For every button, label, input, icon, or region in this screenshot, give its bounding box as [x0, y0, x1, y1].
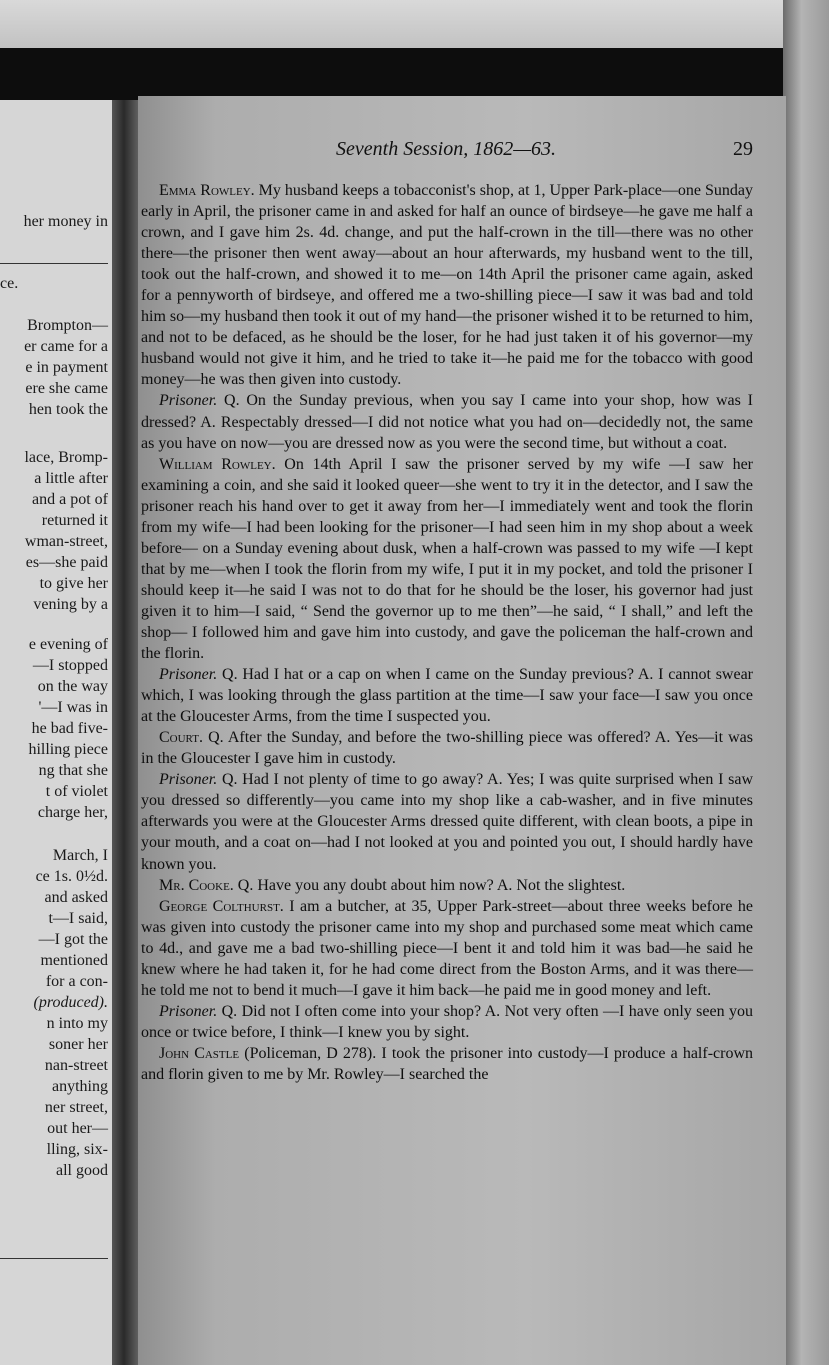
speaker-name: William Rowley.	[159, 455, 276, 473]
left-page-fragment: her money in	[23, 213, 108, 230]
testimony-text-span: Q. On the Sunday previous, when you say I came into your shop, how was I dressed? A. Respectably dressed—I did not notice what you had on—decidedly not, the same as you have on now—you are dressed now as you were the second time, but without a coat.	[141, 392, 754, 452]
testimony-text-span: I am a butcher, at 35, Upper Park-street—about three weeks before he was given into custody the prisoner came into my shop and purchased some meat which came to 4d., and gave me a bad two-shilling piece—I bent it and told him it was bad—he said he knew where he had taken it, for he had come direct from the Boston Arms, and it was there—he told me not to bend it much—I gave it him back—he paid me in good money and left.	[141, 897, 753, 999]
page-header	[138, 138, 753, 164]
left-page-fragment: Brompton—	[27, 317, 108, 334]
testimony-text-span: Q. Had I not plenty of time to go away? A. Yes; I was quite surprised when I saw you dressed so differently—you came into my shop like a cab-washer, and in five minutes afterwards you were at the Gloucester Arms dressed quite different, with clean boots, a pipe in your mouth, and a coat on—had I not looked at you and pointed you out, I should hardly have known you.	[141, 771, 754, 873]
left-page-fragment: mentioned	[40, 952, 108, 969]
testimony-paragraph	[141, 1043, 753, 1085]
left-page-fragment: charge her,	[37, 804, 108, 821]
left-page-fragment: hen took the	[28, 401, 108, 418]
testimony-paragraph	[141, 727, 753, 769]
left-page-fragment: e evening of	[28, 636, 108, 653]
testimony-paragraph	[141, 180, 753, 390]
binding-shadow	[0, 48, 829, 103]
left-page-fragment: lace, Bromp-	[24, 449, 108, 466]
left-page-fragment: t of violet	[45, 783, 108, 800]
left-page-fragment: '—I was in	[38, 699, 108, 716]
left-page-fragment: a little after	[34, 470, 108, 487]
left-page-fragment: all good	[56, 1162, 108, 1179]
testimony-text-span: (Policeman, D 278). I took the prisoner into custody—I produce a half-crown and florin given to me by Mr. Rowley—I searched the	[141, 1044, 754, 1083]
left-page-fragment: nan-street	[44, 1057, 108, 1074]
left-page-fragment: ce 1s. 0½d.	[35, 868, 108, 885]
testimony-paragraph	[141, 875, 753, 896]
left-page-fragment: —I stopped	[32, 657, 108, 674]
left-page-fragment: wman-street,	[24, 533, 108, 550]
left-page-fragment: lling, six-	[46, 1141, 108, 1158]
left-page-fragment: t—I said,	[48, 910, 108, 927]
left-page-fragment: e in payment	[25, 359, 108, 376]
left-page-fragment: ere she came	[25, 380, 108, 397]
testimony-paragraph	[141, 769, 753, 874]
speaker-name: Prisoner.	[159, 392, 218, 410]
left-page-fragment: ng that she	[38, 762, 108, 779]
speaker-name: George Colthurst.	[159, 897, 284, 915]
left-page-rule	[0, 1258, 108, 1259]
left-page-fragment: on the way	[37, 678, 108, 695]
left-page-fragment: anything	[52, 1078, 108, 1095]
speaker-name: Court.	[159, 729, 203, 747]
testimony-text-span: Q. Have you any doubt about him now? A. Not the slightest.	[237, 876, 626, 894]
testimony-text-span: On 14th April I saw the prisoner served by my wife —I saw her examining a coin, and she said it looked queer—she went to try it in the detector, and I saw the prisoner reach his hand over to get it away from her—I immediately went and took the florin from my wife—I had been looking for the prisoner—I had seen him in my shop about a week before— on a Sunday evening about dusk, when a half-crown was passed to my wife —I kept that by me—when I took the florin from my wife, I put it in my pocket, and told the prisoner I should keep it—he said I was not to do that for he should be the loser, his governor had just given it to him—I said, “ Send the governor up to me then”—he said, “ I shall,” and left the shop— I followed him and gave him into custody, and gave the policeman the half-crown and the florin.	[141, 455, 754, 663]
left-page-fragment: and asked	[44, 889, 108, 906]
testimony-text	[141, 180, 753, 1085]
left-page-fragment: March, I	[52, 847, 108, 864]
speaker-name: Prisoner.	[159, 666, 218, 684]
testimony-text-span: My husband keeps a tobacconist's shop, at 1, Upper Park-place—one Sunday early in April, the prisoner came in and asked for half an ounce of birdseye—he gave me half a crown, and I gave him 2s. 4d. change, and put the half-crown in the till—there was no other there—the prisoner then went away—about an hour afterwards, my husband went to the till, took out the half-crown, and showed it to me—on 14th April the prisoner came again, asked for a pennyworth of birdseye, and offered me a two-shilling piece—I saw it was bad and told him so—my husband then took it out of my hand—the prisoner wished it to be returned to him, and not to be defaced, as he should be the loser, for he had just taken it of his governor—my husband would not give it him, and he tried to take it—he paid me for the tobacco with good money—he was then given into custody.	[141, 182, 753, 389]
testimony-paragraph	[141, 1001, 753, 1043]
left-page-fragment: to give her	[39, 575, 108, 592]
left-page-fragment: (produced).	[33, 994, 108, 1011]
left-page-fragment: er came for a	[24, 338, 108, 355]
left-page-fragment: for a con-	[45, 973, 108, 990]
left-page-fragment: and a pot of	[32, 491, 108, 508]
testimony-paragraph	[141, 454, 753, 664]
testimony-paragraph	[141, 390, 753, 453]
left-page-fragment: —I got the	[38, 931, 108, 948]
left-page-fragment: hilling piece	[28, 741, 108, 758]
testimony-paragraph	[141, 896, 753, 1001]
left-page-rule	[0, 263, 108, 264]
left-page-fragment: es—she paid	[25, 554, 108, 571]
speaker-name: Prisoner.	[159, 1002, 218, 1020]
left-page-fragment: out her—	[47, 1120, 108, 1137]
speaker-name: Emma Rowley.	[159, 182, 255, 199]
speaker-name: Mr. Cooke.	[159, 876, 234, 894]
book-edge	[783, 0, 829, 1365]
testimony-text-span: Q. After the Sunday, and before the two-shilling piece was offered? A. Yes—it was in the Gloucester I gave him in custody.	[141, 729, 754, 768]
testimony-text-span: Q. Had I hat or a cap on when I came on the Sunday previous? A. I cannot swear which, I was looking through the glass partition at the time—I saw your face—I saw you once at the Gloucester Arms, from the time I suspected you.	[141, 666, 754, 726]
left-page	[0, 100, 112, 1365]
page-number: 29	[733, 138, 753, 160]
left-page-fragment: vening by a	[33, 596, 108, 613]
running-title: Seventh Session, 1862—63.	[336, 138, 556, 160]
left-page-fragment: n into my	[46, 1015, 108, 1032]
left-page-fragment: ner street,	[44, 1099, 108, 1116]
left-page-fragment: returned it	[41, 512, 108, 529]
left-page-fragment: soner her	[48, 1036, 108, 1053]
testimony-text-span: Q. Did not I often come into your shop? A. Not very often —I have only seen you once or twice before, I think—I knew you by sight.	[141, 1002, 754, 1041]
left-page-fragment: ce.	[0, 275, 19, 292]
speaker-name: Prisoner.	[159, 771, 218, 789]
speaker-name: John Castle	[159, 1044, 240, 1062]
testimony-paragraph	[141, 664, 753, 727]
left-page-fragment: he bad five-	[31, 720, 108, 737]
